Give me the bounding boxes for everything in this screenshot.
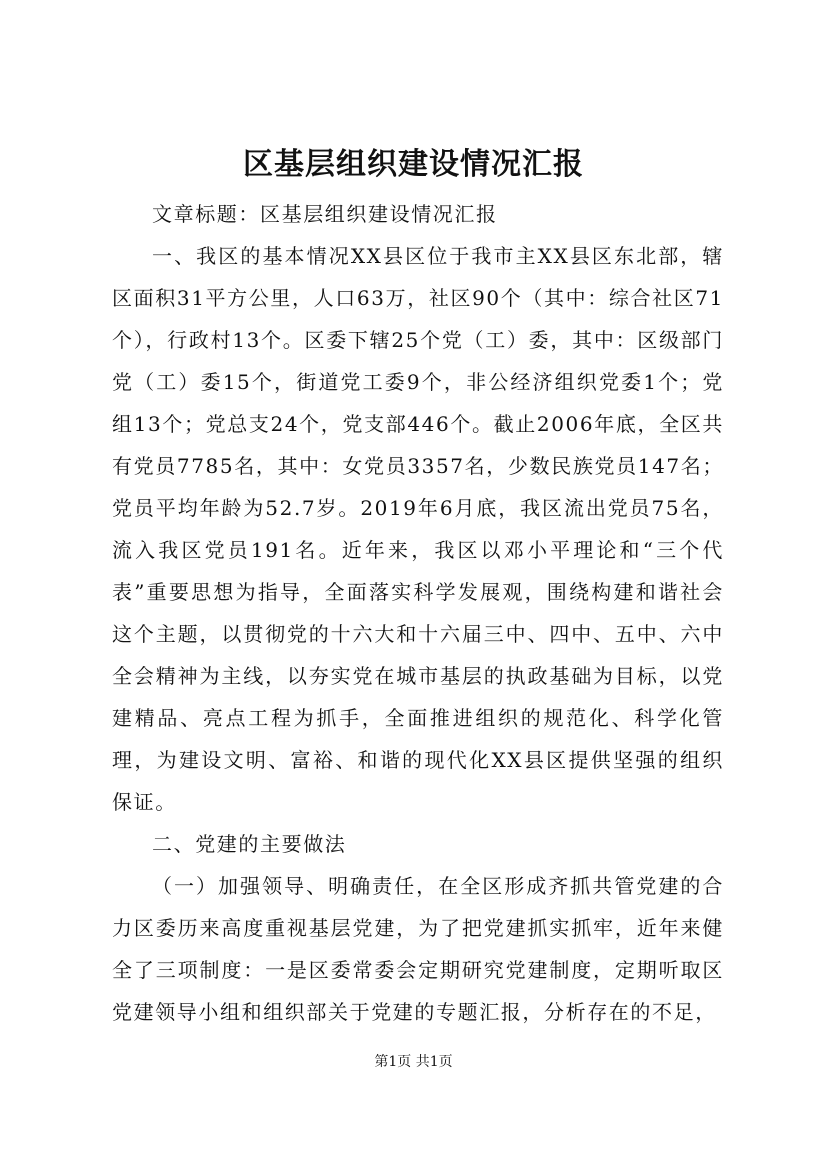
paragraph-basic-situation: 一、我区的基本情况XX县区位于我市主XX县区东北部，辖区面积31平方公里，人口63万，社区90个（其中：综合社区71个），行政村13个。区委下辖25个党（工）委，其中：区级部门党（工）委15个，街道党工委9个，非公经济组织党委1个；党组13个；党总支24个，党支部446个。截止2006年底，全区共有党员7785名，其中：女党员3357名，少数民族党员147名；党员平均年龄为52.7岁。2019年6月底，我区流出党员75名，流入我区党员191名。近年来，我区以邓小平理论和“三个代表”重要思想为指导，全面落实科学发展观，围绕构建和谐社会这个主题，以贯彻党的十六大和十六届三中、四中、五中、六中全会精神为主线，以夯实党在城市基层的执政基础为目标，以党建精品、亮点工程为抓手，全面推进组织的规范化、科学化管理，为建设文明、富裕、和谐的现代化XX县区提供坚强的组织保证。 xyxy=(112,244,724,814)
document-body xyxy=(112,193,724,1033)
page-footer: 第1页 共1页 xyxy=(374,1054,453,1070)
paragraph-article-title: 文章标题：区基层组织建设情况汇报 xyxy=(152,202,498,226)
paragraph-section-heading: 二、党建的主要做法 xyxy=(152,832,347,856)
document-title: 区基层组织建设情况汇报 xyxy=(243,147,584,182)
paragraph-leadership: （一）加强领导、明确责任，在全区形成齐抓共管党建的合力区委历来高度重视基层党建，为了把党建抓实抓牢，近年来健全了三项制度：一是区委常委会定期研究党建制度，定期听取区党建领导小组和组织部关于党建的专题汇报，分析存在的不足， xyxy=(112,874,724,1024)
